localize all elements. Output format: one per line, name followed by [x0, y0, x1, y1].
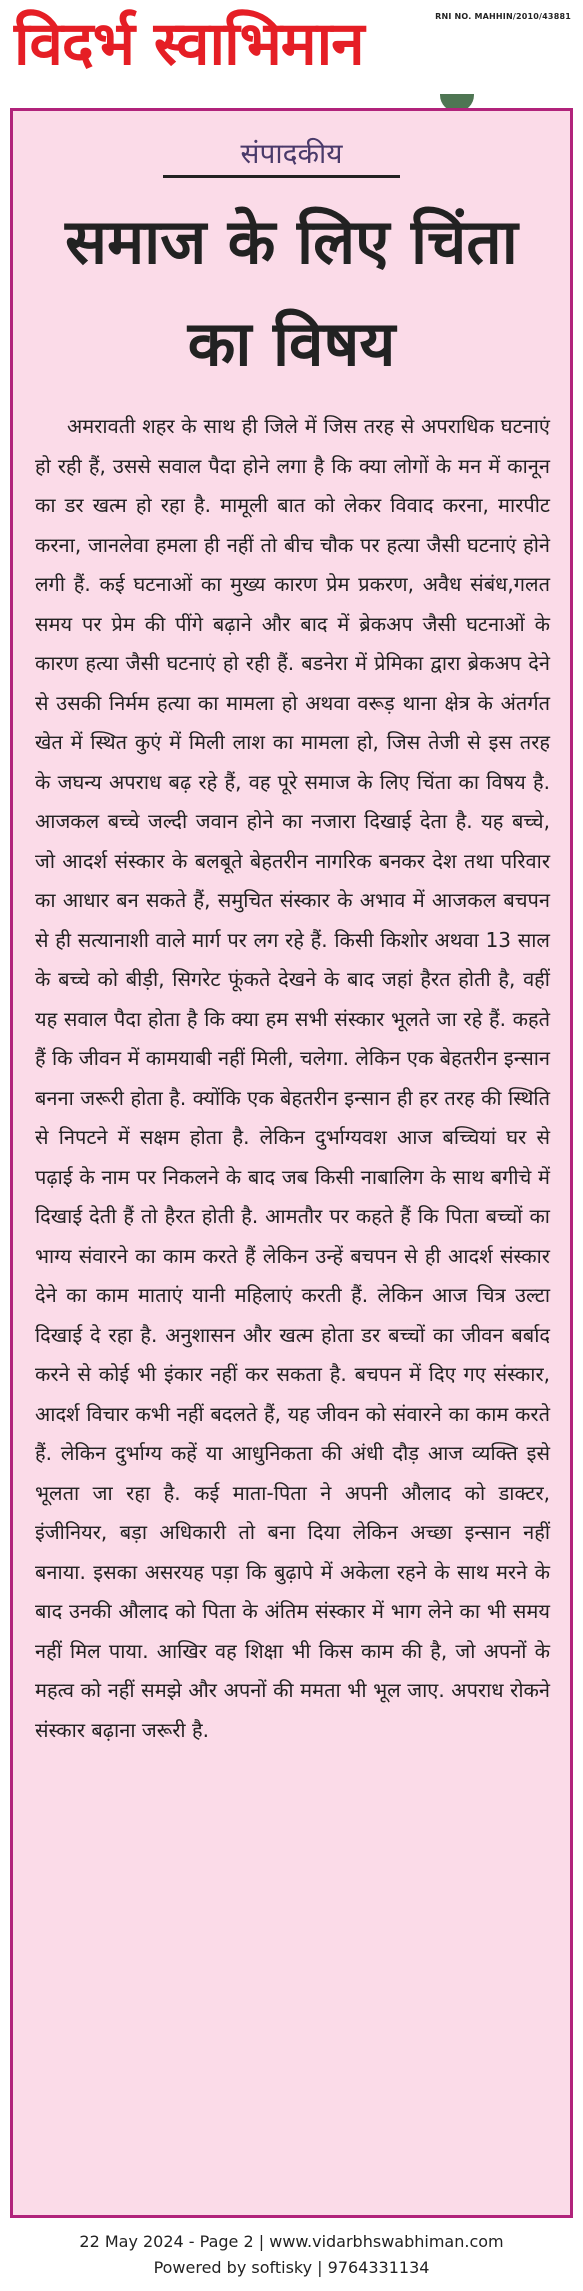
masthead — [0, 0, 583, 100]
rni-number: RNI NO. MAHHIN/2010/43881 — [435, 12, 571, 21]
footer-credit: Powered by softisky | 9764331134 — [153, 2258, 430, 2277]
article-headline: समाज के लिए चिंता का विषय — [65, 205, 518, 380]
section-divider — [163, 175, 400, 178]
newspaper-logo: विदर्भ स्वाभिमान — [14, 9, 364, 79]
article-body: अमरावती शहर के साथ ही जिले में जिस तरह से अपराधिक घटनाएं हो रही हैं, उससे सवाल पैदा होने लगा है कि क्या लोगों के मन में कानून का डर खत्म हो रहा है. मामूली बात को लेकर विवाद करना, मारपीट करना, जानलेवा हमला ही नहीं तो बीच चौक पर हत्या जैसी घटनाएं होने लगी हैं. कई घटनाओं का मुख्य कारण प्रेम प्रकरण, अवैध संबंध,गलत समय पर प्रेम की पींगे बढ़ाने और बाद में ब्रेकअप जैसी घटनाओं के कारण हत्या जैसी घटनाएं हो रही हैं. बडनेरा में प्रेमिका द्वारा ब्रेकअप देने से उसकी निर्मम हत्या का मामला हो अथवा वरूड़ थाना क्षेत्र के अंतर्गत खेत में स्थित कुएं में मिली लाश का मामला हो, जिस तेजी से इस तरह के जघन्य अपराध बढ़ रहे हैं, वह पूरे समाज के लिए चिंता का विषय है. आजकल बच्चे जल्दी जवान होने का नजारा दिखाई देता है. यह बच्चे, जो आदर्श संस्कार के बलबूते बेहतरीन नागरिक बनकर देश तथा परिवार का आधार बन सकते हैं, समुचित संस्कार के अभाव में आजकल बचपन से ही सत्यानाशी वाले मार्ग पर लग रहे हैं. किसी किशोर अथवा 13 साल के बच्चे को बीड़ी, सिगरेट फूंकते देखने के बाद जहां हैरत होती है, वहीं यह सवाल पैदा होता है कि क्या हम सभी संस्कार भूलते जा रहे हैं. कहते हैं कि जीवन में कामयाबी नहीं मिली, चलेगा. लेकिन एक बेहतरीन इन्सान बनना जरूरी होता है. क्योंकि एक बेहतरीन इन्सान ही हर तरह की स्थिति से निपटने में सक्षम होता है. लेकिन दुर्भाग्यवश आज बच्चियां घर से पढ़ाई के नाम पर निकलने के बाद जब किसी नाबालिग के साथ बगीचे में दिखाई देती हैं तो हैरत होती है. आमतौर पर कहते हैं कि पिता बच्चों का भाग्य संवारने का काम करते हैं लेकिन उन्हें बचपन से ही आदर्श संस्कार देने का काम माताएं यानी महिलाएं करती हैं. लेकिन आज चित्र उल्टा दिखाई दे रहा है. अनुशासन और खत्म होता डर बच्चों का जीवन बर्बाद करने से कोई भी इंकार नहीं कर सकता है. बचपन में दिए गए संस्कार, आदर्श विचार कभी नहीं बदलते हैं, यह जीवन को संवारने का काम करते हैं. लेकिन दुर्भाग्य कहें या आधुनिकता की अंधी दौड़ आज व्यक्ति इसे भूलता जा रहा है. कई माता-पिता ने अपनी औलाद को डाक्टर, इंजीनियर, बड़ा अधिकारी तो बना दिया लेकिन अच्छा इन्सान नहीं बनाया. इसका असरयह पड़ा कि बुढ़ापे में अकेला रहने के साथ मरने के बाद उनकी औलाद को पिता के अंतिम संस्कार में भाग लेने का भी समय नहीं मिल पाया. आखिर वह शिक्षा भी किस काम की है, जो अपनों के महत्व को नहीं समझे और अपनों की ममता भी भूल जाए. अपराध रोकने संस्कार बढ़ाना जरूरी है. — [35, 414, 550, 1742]
footer-date-website: 22 May 2024 - Page 2 | www.vidarbhswabhiman.com — [79, 2232, 504, 2251]
editorial-article — [10, 108, 573, 2218]
section-label: संपादकीय — [240, 137, 343, 170]
